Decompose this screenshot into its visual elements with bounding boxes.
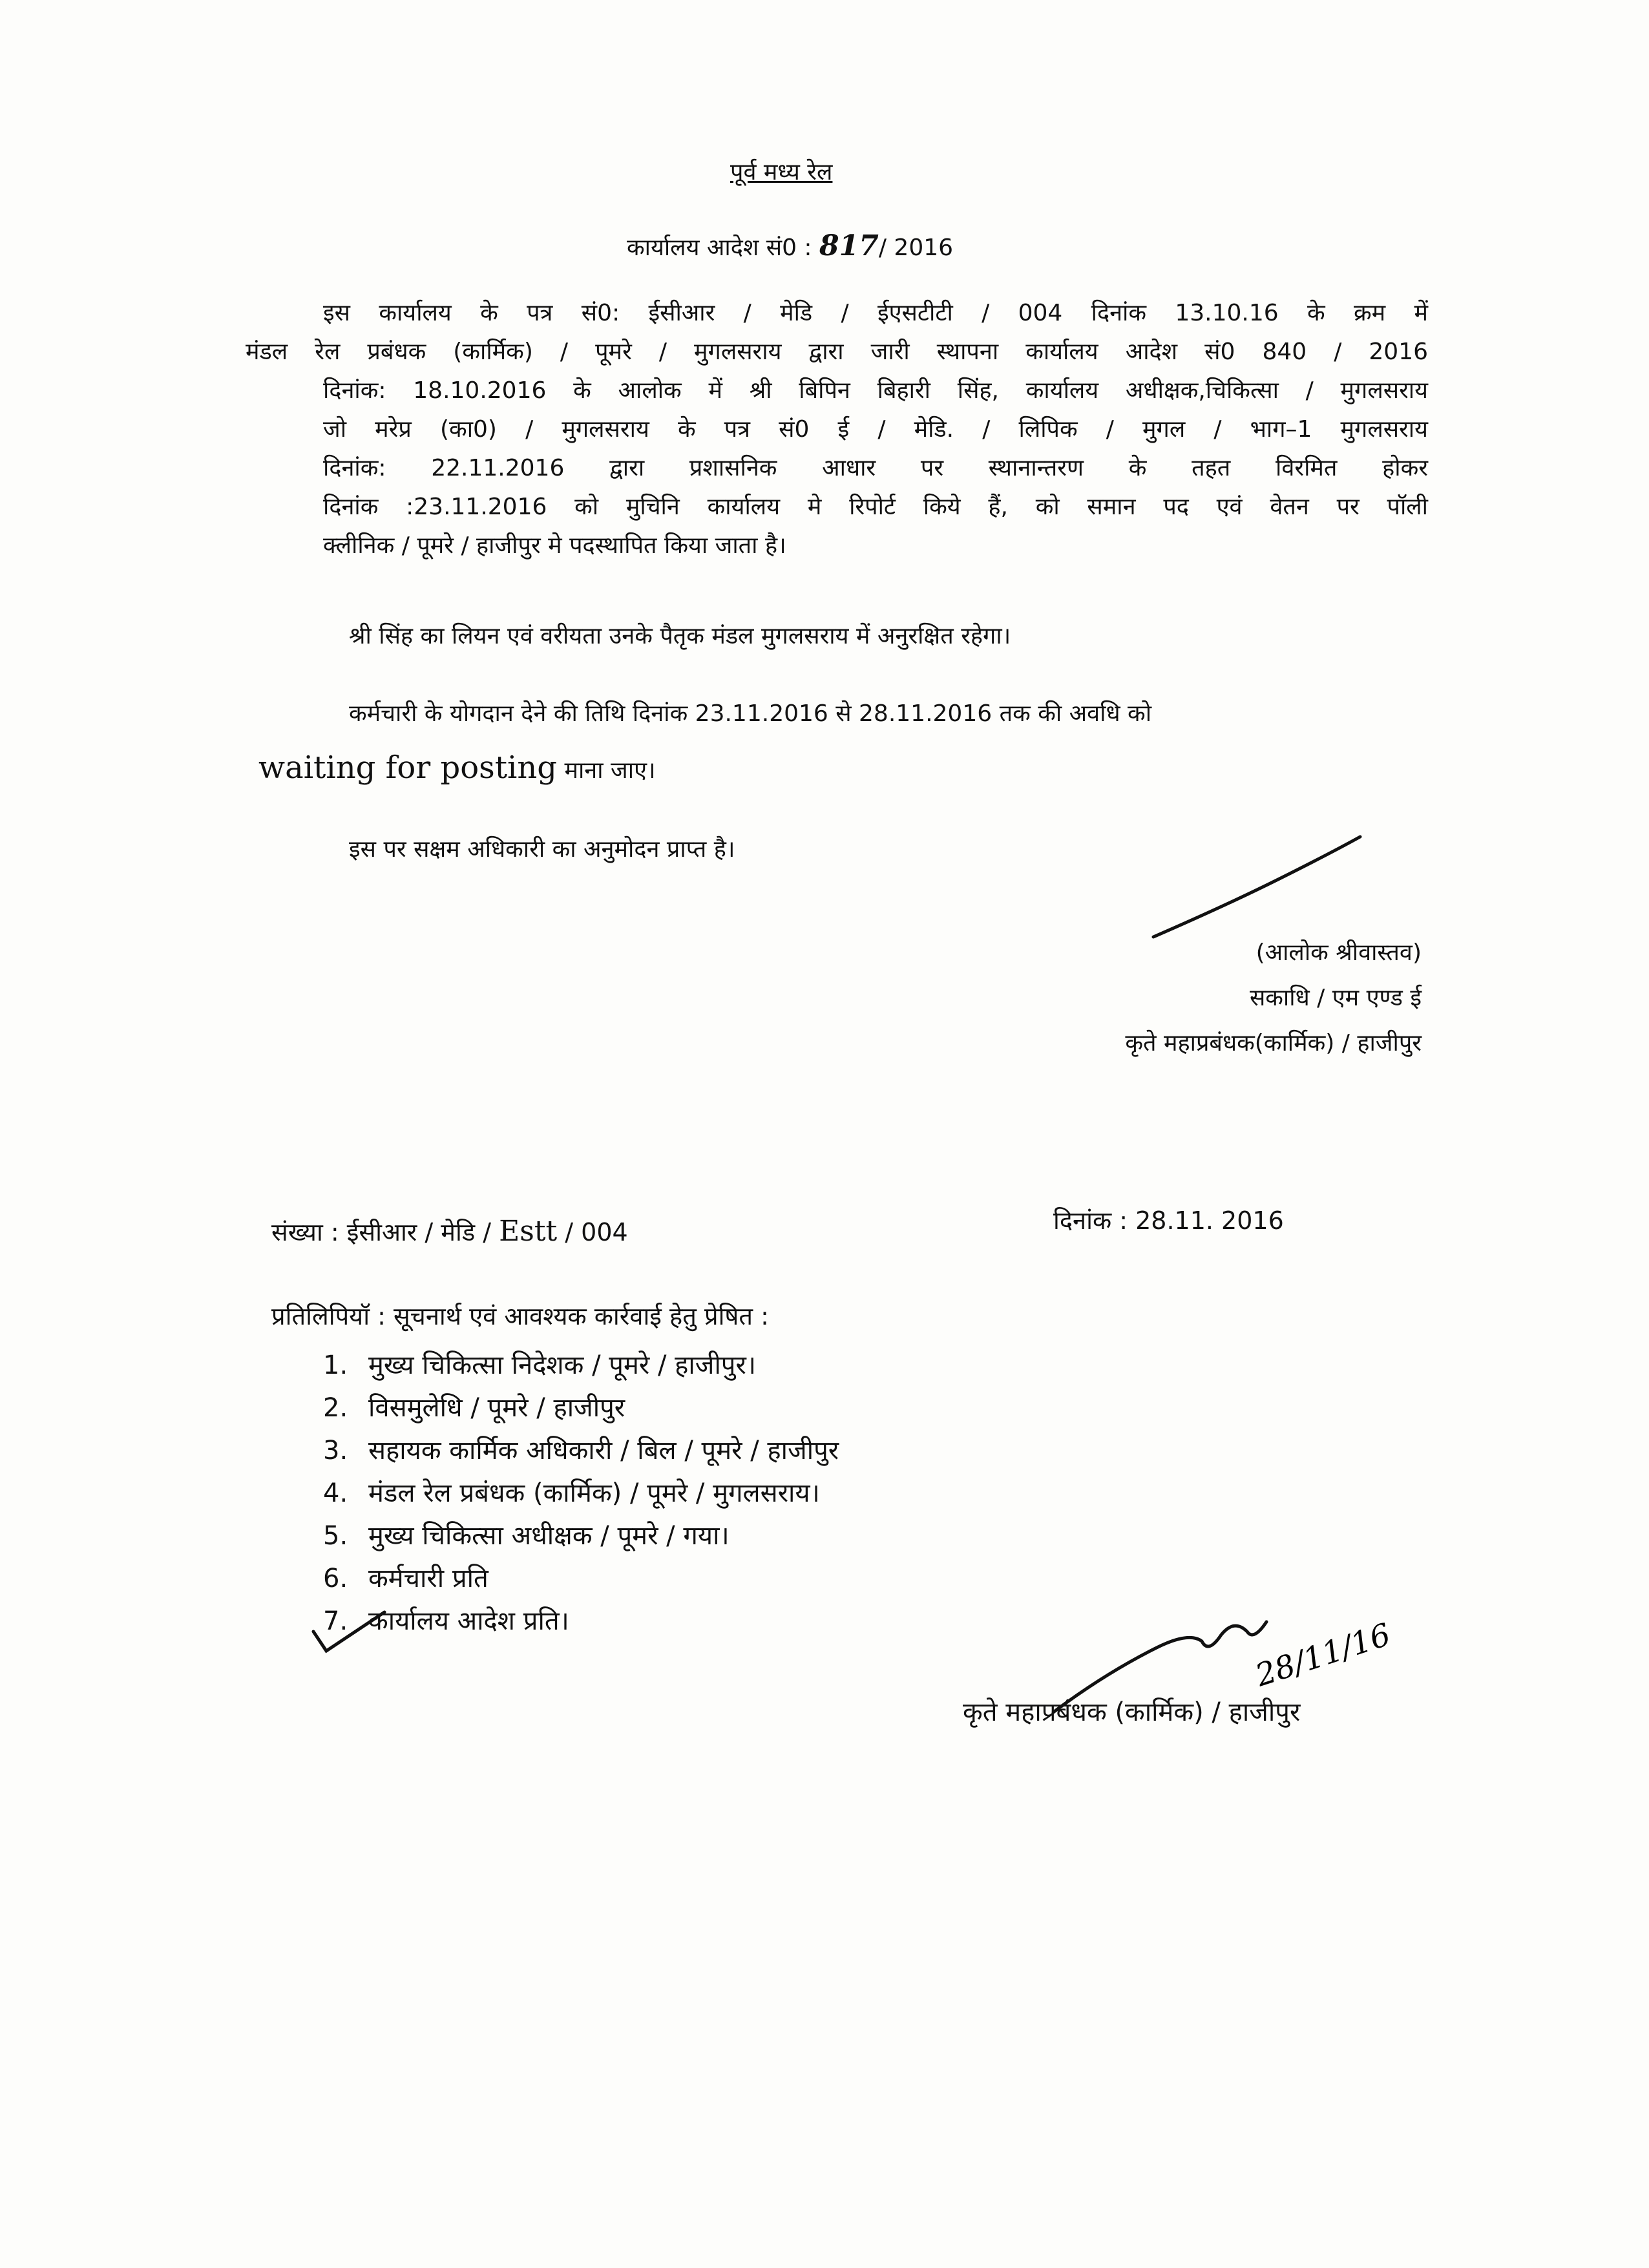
list-item: 4. मंडल रेल प्रबंधक (कार्मिक) / पूमरे / मुगलसराय।	[323, 1478, 820, 1508]
document-date: दिनांक : 28.11. 2016	[1053, 1206, 1284, 1235]
handwritten-date: 28/11/16	[1251, 1616, 1395, 1694]
reference-prefix: संख्या : ईसीआर / मेडि /	[271, 1218, 499, 1246]
signatory-name: (आलोक श्रीवास्तव)	[1255, 940, 1422, 966]
joining-paragraph-continuation	[258, 750, 656, 786]
approval-paragraph: इस पर सक्षम अधिकारी का अनुमोदन प्राप्त है।	[349, 836, 735, 863]
list-item: 3. सहायक कार्मिक अधिकारी / बिल / पूमरे / हाजीपुर	[323, 1436, 839, 1465]
reference-suffix: / 004	[557, 1218, 628, 1246]
paragraph-line: मंडल रेल प्रबंधक (कार्मिक) / पूमरे / मुगलसराय द्वारा जारी स्थापना कार्यालय आदेश सं0 840 / 2016	[246, 339, 1428, 365]
reference-estt: Estt	[499, 1215, 558, 1248]
paragraph-line: जो मरेप्र (का0) / मुगलसराय के पत्र सं0 ई / मेडि. / लिपिक / मुगल / भाग–1 मुगलसराय	[323, 416, 1428, 443]
order-suffix: / 2016	[878, 235, 954, 261]
signatory-block	[1008, 930, 1422, 1066]
paragraph-line: क्लीनिक / पूमरे / हाजीपुर मे पदस्थापित किया जाता है।	[323, 532, 786, 559]
waiting-for-posting-text: waiting for posting	[258, 750, 557, 786]
copies-heading: प्रतिलिपियॉ : सूचनार्थ एवं आवश्यक कार्रवाई हेतु प्रेषित :	[271, 1302, 769, 1330]
paragraph-line: इस कार्यालय के पत्र सं0: ईसीआर / मेडि / ईएसटीटी / 004 दिनांक 13.10.16 के क्रम में	[323, 300, 1428, 326]
order-number: 817	[819, 229, 879, 262]
paragraph-line: दिनांक: 22.11.2016 द्वारा प्रशासनिक आधार पर स्थानान्तरण के तहत विरमित होकर	[323, 455, 1428, 481]
order-number-line	[627, 229, 953, 262]
list-item: 5. मुख्य चिकित्सा अधीक्षक / पूमरे / गया।	[323, 1521, 730, 1551]
lien-paragraph: श्री सिंह का लियन एवं वरीयता उनके पैतृक मंडल मुगलसराय में अनुरक्षित रहेगा।	[349, 623, 1011, 649]
joining-tail-text: माना जाए।	[557, 757, 656, 784]
list-item: 7. कार्यालय आदेश प्रति।	[323, 1606, 569, 1636]
signatory-designation: सकाधि / एम एण्ड ई	[1249, 985, 1422, 1011]
page-title: पूर्व मध्य रेल	[730, 159, 833, 185]
joining-paragraph: कर्मचारी के योगदान देने की तिथि दिनांक 23.11.2016 से 28.11.2016 तक की अवधि को	[349, 700, 1152, 727]
list-item: 2. विसमुलेधि / पूमरे / हाजीपुर	[323, 1393, 625, 1423]
list-item: 1. मुख्य चिकित्सा निदेशक / पूमरे / हाजीपुर।	[323, 1350, 757, 1380]
main-paragraph	[246, 294, 1428, 565]
paragraph-line: दिनांक: 18.10.2016 के आलोक में श्री बिपिन बिहारी सिंह, कार्यालय अधीक्षक,चिकित्सा / मुगलसराय	[323, 377, 1428, 404]
footer-on-behalf: कृते महाप्रबंधक (कार्मिक) / हाजीपुर	[963, 1697, 1301, 1727]
list-item: 6. कर्मचारी प्रति	[323, 1564, 488, 1593]
paragraph-line: दिनांक :23.11.2016 को मुचिनि कार्यालय मे रिपोर्ट किये हैं, को समान पद एवं वेतन पर पॉली	[323, 494, 1428, 520]
checkmark-icon	[310, 1609, 388, 1654]
reference-number	[271, 1215, 628, 1248]
copies-list	[323, 1344, 839, 1643]
order-prefix: कार्यालय आदेश सं0 :	[627, 235, 819, 261]
signatory-on-behalf: कृते महाप्रबंधक(कार्मिक) / हाजीपुर	[1125, 1030, 1422, 1056]
signature-stroke	[1150, 834, 1363, 943]
